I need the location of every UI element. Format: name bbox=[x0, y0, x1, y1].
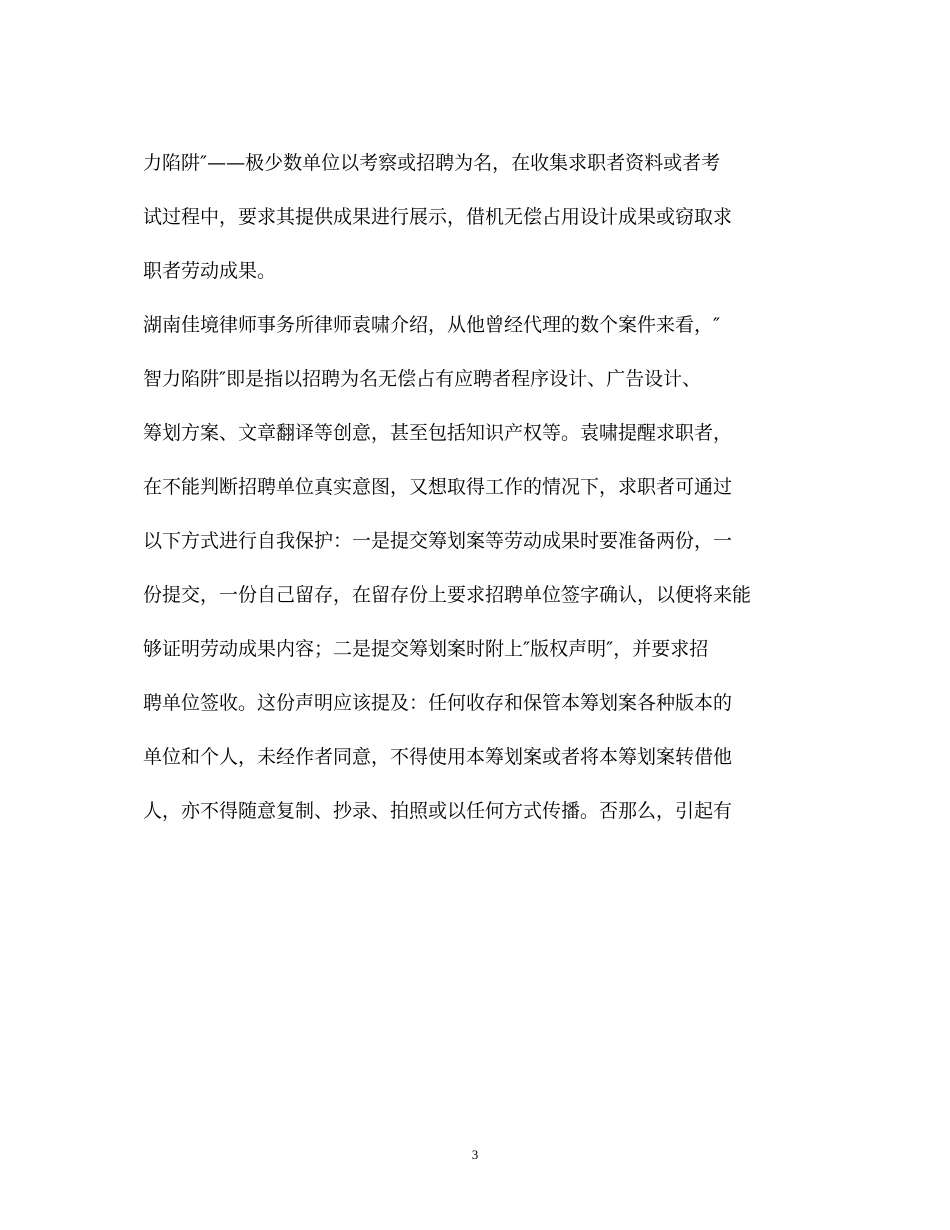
page-number: 3 bbox=[471, 1147, 479, 1162]
text-line: 湖南佳境律师事务所律师袁啸介绍，从他曾经代理的数个案件来看，″ bbox=[143, 314, 721, 336]
body-text bbox=[143, 144, 813, 846]
text-line: 职者劳动成果。 bbox=[143, 260, 277, 282]
text-line: 单位和个人，未经作者同意，不得使用本筹划案或者将本筹划案转借他 bbox=[143, 746, 733, 768]
text-line: 人，亦不得随意复制、抄录、拍照或以任何方式传播。否那么，引起有 bbox=[143, 800, 733, 822]
text-line: 份提交，一份自己留存，在留存份上要求招聘单位签字确认，以便将来能 bbox=[143, 584, 752, 606]
text-line: 聘单位签收。这份声明应该提及：任何收存和保管本筹划案各种版本的 bbox=[143, 692, 733, 714]
text-line: 以下方式进行自我保护：一是提交筹划案等劳动成果时要准备两份，一 bbox=[143, 530, 733, 552]
text-line: 筹划方案、文章翻译等创意，甚至包括知识产权等。袁啸提醒求职者， bbox=[143, 422, 733, 444]
text-line: 力陷阱″——极少数单位以考察或招聘为名，在收集求职者资料或者考 bbox=[143, 152, 721, 174]
text-line: 够证明劳动成果内容；二是提交筹划案时附上″版权声明″，并要求招 bbox=[143, 638, 709, 660]
text-line: 智力陷阱″即是指以招聘为名无偿占有应聘者程序设计、广告设计、 bbox=[143, 368, 702, 390]
text-line: 试过程中，要求其提供成果进行展示，借机无偿占用设计成果或窃取求 bbox=[143, 206, 733, 228]
text-line: 在不能判断招聘单位真实意图，又想取得工作的情况下，求职者可通过 bbox=[143, 476, 733, 498]
